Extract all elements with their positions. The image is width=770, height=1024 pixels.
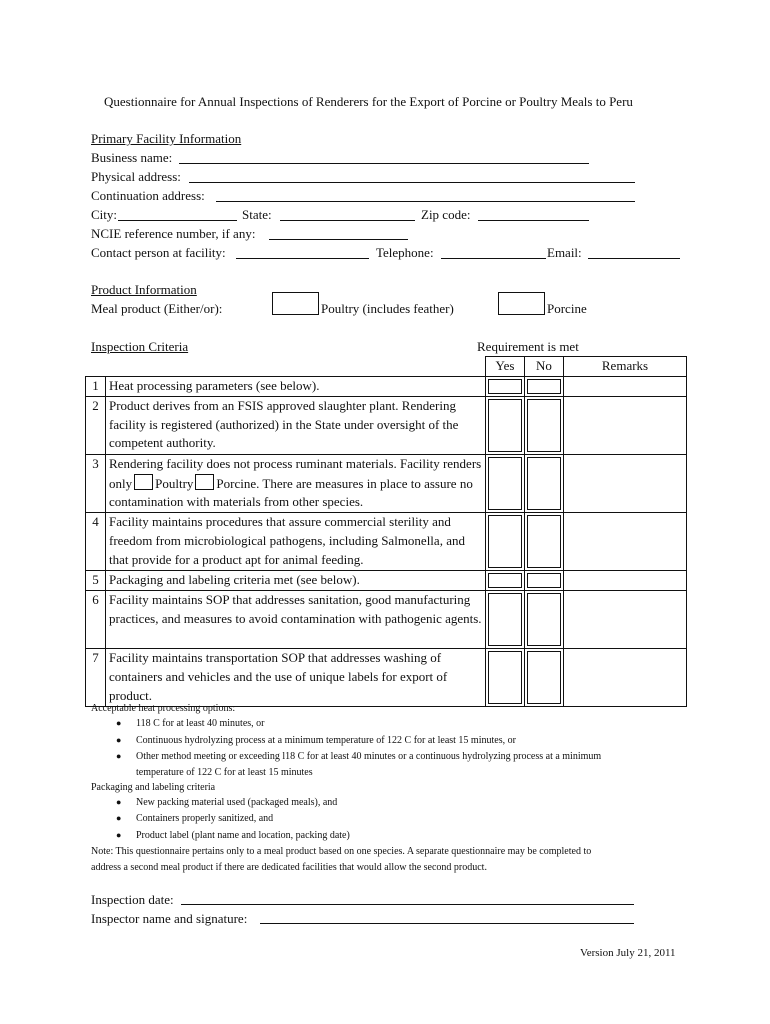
list-item: Other method meeting or exceeding l18 C for at least 40 minutes or a continuous hydrolyzing process at a minimum [136, 751, 602, 762]
bullet-icon: ● [116, 735, 122, 745]
bullet-icon: ● [116, 797, 122, 807]
bullet-icon: ● [116, 718, 122, 728]
criterion-text-part: Porcine. There are measures in place to assure no contamination with materials from other species. [109, 475, 473, 510]
criterion-text: Facility maintains transportation SOP that addresses washing of containers and vehicles and the use of unique labels for export of product. [106, 649, 486, 707]
ncie-field[interactable] [269, 239, 408, 240]
remarks-cell[interactable] [564, 513, 687, 571]
business-name-field[interactable] [179, 163, 589, 164]
criterion-text: Facility maintains procedures that assure commercial sterility and freedom from microbiological pathogens, including Salmonella, and that provide for a product apt for animal feeding. [106, 513, 486, 571]
bullet-icon: ● [116, 813, 122, 823]
criterion-text-part: Poultry [155, 475, 194, 491]
list-item: Continuous hydrolyzing process at a minimum temperature of 122 C for at least 15 minutes, or [136, 735, 516, 746]
remarks-cell[interactable] [564, 376, 687, 396]
table-row [86, 571, 687, 591]
porcine-label: Porcine [547, 301, 587, 316]
renders-poultry-checkbox[interactable] [134, 474, 153, 490]
requirement-met-label: Requirement is met [477, 339, 579, 354]
telephone-field[interactable] [441, 258, 546, 259]
ncie-row [91, 225, 255, 243]
yes-cell[interactable] [486, 376, 525, 396]
continuation-address-row [91, 187, 205, 205]
bullet-icon: ● [116, 830, 122, 840]
business-name-label: Business name: [91, 150, 173, 165]
state-field[interactable] [280, 220, 415, 221]
poultry-checkbox[interactable] [272, 292, 319, 315]
zip-label: Zip code: [421, 207, 471, 222]
criterion-text-part: Rendering facility does not process ruminant materials. Facility renders only [109, 455, 482, 491]
table-row [86, 513, 687, 571]
yes-cell[interactable] [486, 454, 525, 512]
note-line: Note: This questionnaire pertains only to a meal product based on one species. A separate questionnaire may be completed to [91, 846, 592, 857]
meal-product-label: Meal product (Either/or): [91, 301, 223, 316]
list-item-continuation: temperature of 122 C for at least 15 minutes [136, 767, 313, 778]
row-number: 5 [86, 571, 106, 591]
page-title: Questionnaire for Annual Inspections of Renderers for the Export of Porcine or Poultry Meals to Peru [104, 94, 633, 109]
table-row [86, 591, 687, 649]
criterion-text: Heat processing parameters (see below). [106, 376, 486, 396]
table-row [86, 396, 687, 454]
yes-cell[interactable] [486, 591, 525, 649]
list-item: 118 C for at least 40 minutes, or [136, 718, 265, 729]
criterion-text: Facility maintains SOP that addresses sanitation, good manufacturing practices, and measures to avoid contamination with pathogenic agents. [106, 591, 486, 649]
list-item: Product label (plant name and location, packing date) [136, 830, 350, 841]
remarks-cell[interactable] [564, 571, 687, 591]
note-line: address a second meal product if there are dedicated facilities that would allow the second product. [91, 862, 487, 873]
list-item: New packing material used (packaged meals), and [136, 797, 338, 808]
no-cell[interactable] [525, 513, 564, 571]
remarks-cell[interactable] [564, 649, 687, 707]
email-label: Email: [547, 245, 582, 260]
inspection-criteria-heading: Inspection Criteria [91, 339, 189, 354]
no-cell[interactable] [525, 396, 564, 454]
row-number: 2 [86, 396, 106, 454]
row-number: 7 [86, 649, 106, 707]
criterion-text: Packaging and labeling criteria met (see below). [106, 571, 486, 591]
no-column-header: No [525, 357, 564, 377]
email-field[interactable] [588, 258, 680, 259]
list-item: Containers properly sanitized, and [136, 813, 274, 824]
table-header-row [86, 357, 687, 377]
no-cell[interactable] [525, 376, 564, 396]
inspection-date-field[interactable] [181, 904, 634, 905]
yes-cell[interactable] [486, 649, 525, 707]
physical-address-label: Physical address: [91, 169, 181, 184]
porcine-checkbox[interactable] [498, 292, 545, 315]
remarks-column-header: Remarks [564, 357, 687, 377]
business-name-row [91, 149, 172, 167]
contact-row [91, 244, 226, 262]
packaging-heading: Packaging and labeling criteria [91, 782, 216, 793]
state-label: State: [242, 207, 272, 222]
no-cell[interactable] [525, 571, 564, 591]
product-info-heading: Product Information [91, 282, 197, 297]
ncie-label: NCIE reference number, if any: [91, 226, 256, 241]
remarks-cell[interactable] [564, 396, 687, 454]
remarks-cell[interactable] [564, 454, 687, 512]
physical-address-row [91, 168, 181, 186]
continuation-address-label: Continuation address: [91, 188, 205, 203]
primary-facility-heading: Primary Facility Information [91, 131, 242, 146]
inspector-name-label: Inspector name and signature: [91, 911, 248, 926]
yes-cell[interactable] [486, 571, 525, 591]
table-row [86, 454, 687, 512]
yes-cell[interactable] [486, 513, 525, 571]
no-cell[interactable] [525, 454, 564, 512]
row-number: 6 [86, 591, 106, 649]
bullet-icon: ● [116, 751, 122, 761]
heat-options-heading: Acceptable heat processing options: [91, 703, 236, 714]
physical-address-field[interactable] [189, 182, 635, 183]
no-cell[interactable] [525, 649, 564, 707]
criterion-text [106, 454, 486, 512]
row-number: 3 [86, 454, 106, 512]
contact-label: Contact person at facility: [91, 245, 226, 260]
row-number: 4 [86, 513, 106, 571]
poultry-label: Poultry (includes feather) [321, 301, 454, 316]
criterion-text: Product derives from an FSIS approved slaughter plant. Rendering facility is registered (authorized) in the State under oversight of the competent authority. [106, 396, 486, 454]
table-row [86, 649, 687, 707]
row-number: 1 [86, 376, 106, 396]
yes-cell[interactable] [486, 396, 525, 454]
table-row [86, 376, 687, 396]
yes-column-header: Yes [486, 357, 525, 377]
contact-field[interactable] [236, 258, 369, 259]
remarks-cell[interactable] [564, 591, 687, 649]
inspection-date-label: Inspection date: [91, 892, 174, 907]
city-field[interactable] [118, 220, 237, 221]
city-state-zip-row [91, 206, 117, 224]
renders-porcine-checkbox[interactable] [195, 474, 214, 490]
telephone-label: Telephone: [376, 245, 434, 260]
inspector-name-field[interactable] [260, 923, 634, 924]
zip-field[interactable] [478, 220, 589, 221]
no-cell[interactable] [525, 591, 564, 649]
continuation-address-field[interactable] [216, 201, 635, 202]
version-label: Version July 21, 2011 [580, 947, 676, 959]
city-label: City: [91, 207, 118, 222]
inspection-criteria-table [85, 356, 687, 707]
